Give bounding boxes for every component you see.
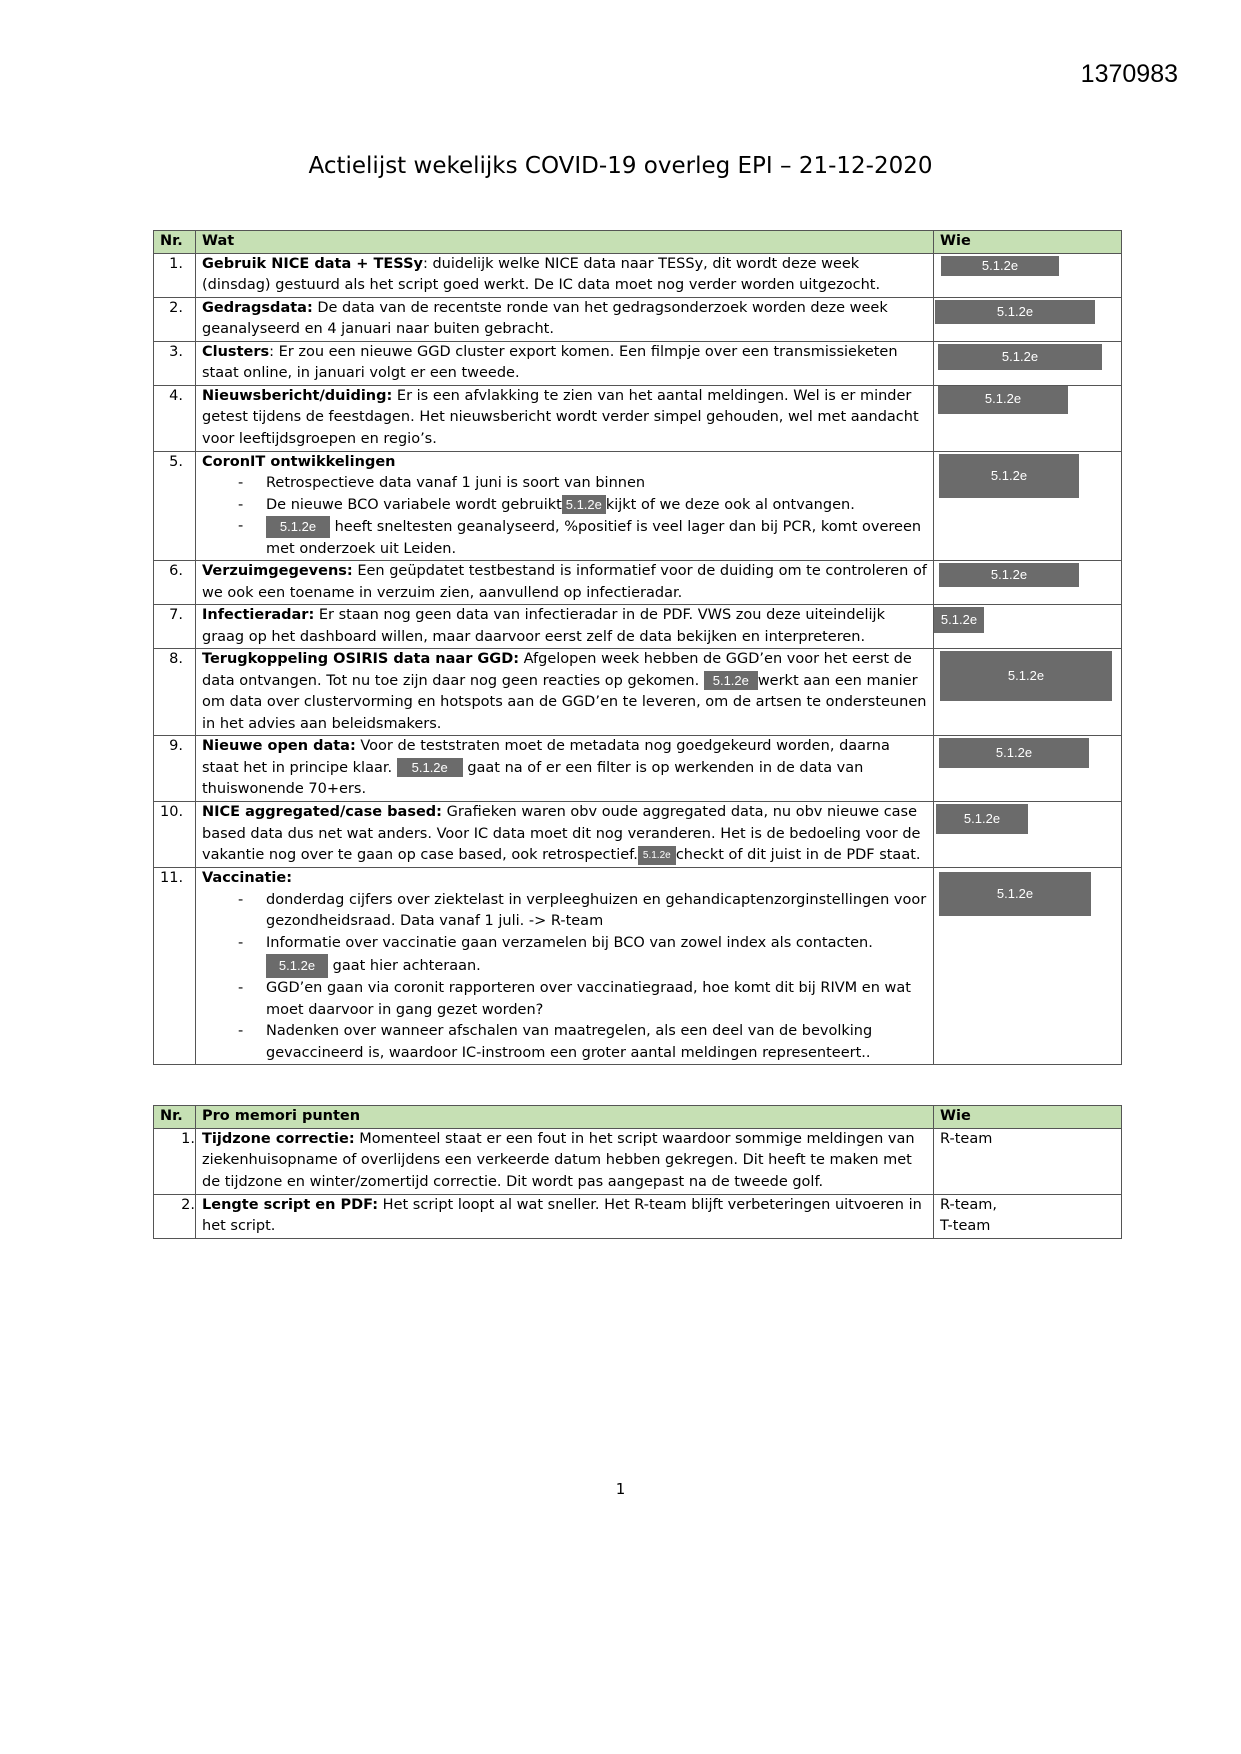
table-row: [154, 868, 1122, 1065]
row-number: 6.: [154, 561, 196, 605]
page-title: Actielijst wekelijks COVID-19 overleg EPI – 21-12-2020: [308, 153, 933, 179]
row-topic: Vaccinatie:: [202, 870, 293, 886]
redaction-box: 5.1.2e: [934, 607, 984, 633]
list-item: - 5.1.2e heeft sneltesten geanalyseerd, %positief is veel lager dan bij PCR, komt overeen met onderzoek uit Leiden.: [238, 516, 927, 560]
row-text: De data van de recentste ronde van het gedragsonderzoek worden deze week geanalyseerd en 4 januari naar buiten gebracht.: [202, 299, 888, 337]
table-row: [154, 561, 1122, 605]
row-text-continued: werkt aan een manier om data over clustervorming en hotspots aan de GGD’en te leveren, om de artsen te ondersteunen in het advies aan beleidsmakers.: [202, 672, 927, 732]
row-owner: [934, 802, 1122, 868]
table-header-row: [154, 231, 1122, 254]
table-row: [154, 649, 1122, 736]
row-text: : duidelijk welke NICE data naar TESSy, dit wordt deze week (dinsdag) gestuurd als het script goed werkt. De IC data moet nog verder worden uitgezocht.: [202, 255, 881, 293]
row-owner: [934, 868, 1122, 1065]
row-owner: R-team, T-team: [934, 1194, 1122, 1238]
row-owner: [934, 297, 1122, 341]
row-content: [196, 561, 934, 605]
header-pro-memori: Pro memori punten: [196, 1106, 934, 1129]
row-number: 2.: [154, 297, 196, 341]
table-row: [154, 1194, 1122, 1238]
row-text: Het script loopt al wat sneller. Het R-team blijft verbeteringen uitvoeren in het script.: [202, 1196, 922, 1234]
row-number: 9.: [154, 736, 196, 802]
redaction-box: 5.1.2e: [266, 516, 330, 538]
row-owner: [934, 451, 1122, 561]
table-row: [154, 297, 1122, 341]
document-id: 1370983: [1080, 60, 1178, 88]
row-topic: Infectieradar:: [202, 607, 315, 623]
row-topic: Gedragsdata:: [202, 299, 313, 316]
header-wie: Wie: [934, 231, 1122, 254]
row-number: 1.: [154, 253, 196, 297]
table-row: [154, 253, 1122, 297]
row-topic: Lengte script en PDF:: [202, 1196, 379, 1213]
header-nr: Nr.: [154, 231, 196, 254]
row-topic: Terugkoppeling OSIRIS data naar GGD:: [202, 651, 520, 667]
redaction-box: 5.1.2e: [939, 563, 1079, 587]
row-topic: Nieuwe open data:: [202, 738, 356, 754]
row-topic: Gebruik NICE data + TESSy: [202, 255, 423, 272]
row-content: [196, 1128, 934, 1194]
row-owner: [934, 736, 1122, 802]
redaction-box: 5.1.2e: [562, 495, 606, 514]
row-content: [196, 1194, 934, 1238]
row-topic: Tijdzone correctie:: [202, 1130, 355, 1147]
table-row: [154, 385, 1122, 451]
row-owner: R-team: [934, 1128, 1122, 1194]
row-text: Grafieken waren obv oude aggregated data, nu obv nieuwe case based data dus net wat anders. Voor IC data moet dit nog veranderen. Het is de bedoeling voor de vakantie nog over te gaan op case based, ook retrospectief.: [202, 804, 921, 863]
row-text: Afgelopen week hebben de GGD’en voor het eerst de data ontvangen. Tot nu toe zijn daar nog geen reacties op gekomen.: [202, 651, 912, 689]
redaction-box: 5.1.2e: [941, 256, 1059, 276]
redaction-box: 5.1.2e: [266, 954, 328, 978]
row-content: [196, 649, 934, 736]
header-wat: Wat: [196, 231, 934, 254]
row-owner: [934, 385, 1122, 451]
redaction-box: 5.1.2e: [936, 804, 1028, 834]
table-row: [154, 802, 1122, 868]
row-content: [196, 736, 934, 802]
row-content: [196, 802, 934, 868]
row-owner: [934, 605, 1122, 649]
row-text: : Er zou een nieuwe GGD cluster export komen. Een filmpje over een transmissieketen staat online, in januari volgt er een tweede.: [202, 343, 898, 381]
row-text: Voor de teststraten moet de metadata nog goedgekeurd worden, daarna staat het in principe klaar.: [202, 738, 890, 776]
row-text: Een geüpdatet testbestand is informatief voor de duiding om te controleren of we ook een toename in verzuim zien, aanvullend op infectieradar.: [202, 563, 927, 601]
redaction-box: 5.1.2e: [704, 671, 758, 690]
bullet-list: [202, 473, 927, 560]
table-row: [154, 736, 1122, 802]
row-content: [196, 385, 934, 451]
pro-memori-table: [153, 1105, 1122, 1239]
redaction-box: 5.1.2e: [939, 872, 1091, 916]
row-content: [196, 253, 934, 297]
table-row: [154, 605, 1122, 649]
row-owner: [934, 649, 1122, 736]
row-content: [196, 868, 934, 1065]
bullet-list: [202, 890, 927, 1065]
table-header-row: [154, 1106, 1122, 1129]
row-topic: Nieuwsbericht/duiding:: [202, 387, 393, 404]
row-number: 4.: [154, 385, 196, 451]
redaction-box: 5.1.2e: [397, 758, 463, 777]
row-owner: [934, 341, 1122, 385]
row-topic: Verzuimgegevens:: [202, 563, 353, 579]
row-owner: [934, 561, 1122, 605]
row-topic: NICE aggregated/case based:: [202, 804, 442, 820]
redaction-box: 5.1.2e: [939, 454, 1079, 498]
list-item: - Nadenken over wanneer afschalen van maatregelen, als een deel van de bevolking gevaccineerd is, waardoor IC-instroom een groter aantal meldingen representeert..: [238, 1021, 927, 1064]
row-text-continued: gaat na of er een filter is op werkenden in de data van thuiswonende 70+ers.: [202, 759, 864, 797]
row-owner: [934, 253, 1122, 297]
action-list-table: [153, 230, 1122, 1065]
row-number: 2.: [154, 1194, 196, 1238]
row-number: 11.: [154, 868, 196, 1065]
list-item: - De nieuwe BCO variabele wordt gebruikt 5.1.2e kijkt of we deze ook al ontvangen.: [238, 495, 927, 517]
row-number: 1.: [154, 1128, 196, 1194]
row-content: [196, 451, 934, 561]
row-text: Er staan nog geen data van infectieradar in de PDF. VWS zou deze uiteindelijk graag op het dashboard willen, maar daarvoor eerst zelf de data bekijken en interpreteren.: [202, 607, 885, 645]
redaction-box: 5.1.2e: [935, 300, 1095, 324]
row-number: 3.: [154, 341, 196, 385]
row-number: 10.: [154, 802, 196, 868]
redaction-box: 5.1.2e: [638, 846, 676, 865]
table-row: [154, 341, 1122, 385]
row-content: [196, 341, 934, 385]
header-nr: Nr.: [154, 1106, 196, 1129]
row-number: 5.: [154, 451, 196, 561]
row-topic: Clusters: [202, 343, 270, 360]
redaction-box: 5.1.2e: [940, 651, 1112, 701]
row-number: 8.: [154, 649, 196, 736]
list-item: - GGD’en gaan via coronit rapporteren over vaccinatiegraad, hoe komt dit bij RIVM en wat moet daarvoor in gang gezet worden?: [238, 978, 927, 1021]
table-row: [154, 451, 1122, 561]
list-item: - donderdag cijfers over ziektelast in verpleeghuizen en gehandicaptenzorginstellingen voor gezondheidsraad. Data vanaf 1 juli. -> R-team: [238, 890, 927, 933]
row-number: 7.: [154, 605, 196, 649]
page-number: 1: [615, 1480, 626, 1498]
list-item: - Retrospectieve data vanaf 1 juni is soort van binnen: [238, 473, 927, 495]
redaction-box: 5.1.2e: [938, 386, 1068, 414]
row-content: [196, 605, 934, 649]
row-text: Er is een afvlakking te zien van het aantal meldingen. Wel is er minder getest tijdens de feestdagen. Het nieuwsbericht wordt verder simpel gehouden, wel met aandacht voor leeftijdsgroepen en regio’s.: [202, 387, 919, 447]
row-text: Momenteel staat er een fout in het script waardoor sommige meldingen van ziekenhuisopname of overlijdens een verkeerde datum hebben gekregen. Dit heeft te maken met de tijdzone en winter/zomertijd correctie. Dit wordt pas aangepast na de tweede golf.: [202, 1130, 915, 1190]
table-row: [154, 1128, 1122, 1194]
row-text-continued: checkt of dit juist in de PDF staat.: [675, 847, 921, 863]
row-topic: CoronIT ontwikkelingen: [202, 453, 396, 470]
redaction-box: 5.1.2e: [938, 344, 1102, 370]
header-wie: Wie: [934, 1106, 1122, 1129]
redaction-box: 5.1.2e: [939, 738, 1089, 768]
row-content: [196, 297, 934, 341]
list-item: - Informatie over vaccinatie gaan verzamelen bij BCO van zowel index als contacten. 5.1.2e gaat hier achteraan.: [238, 933, 927, 979]
